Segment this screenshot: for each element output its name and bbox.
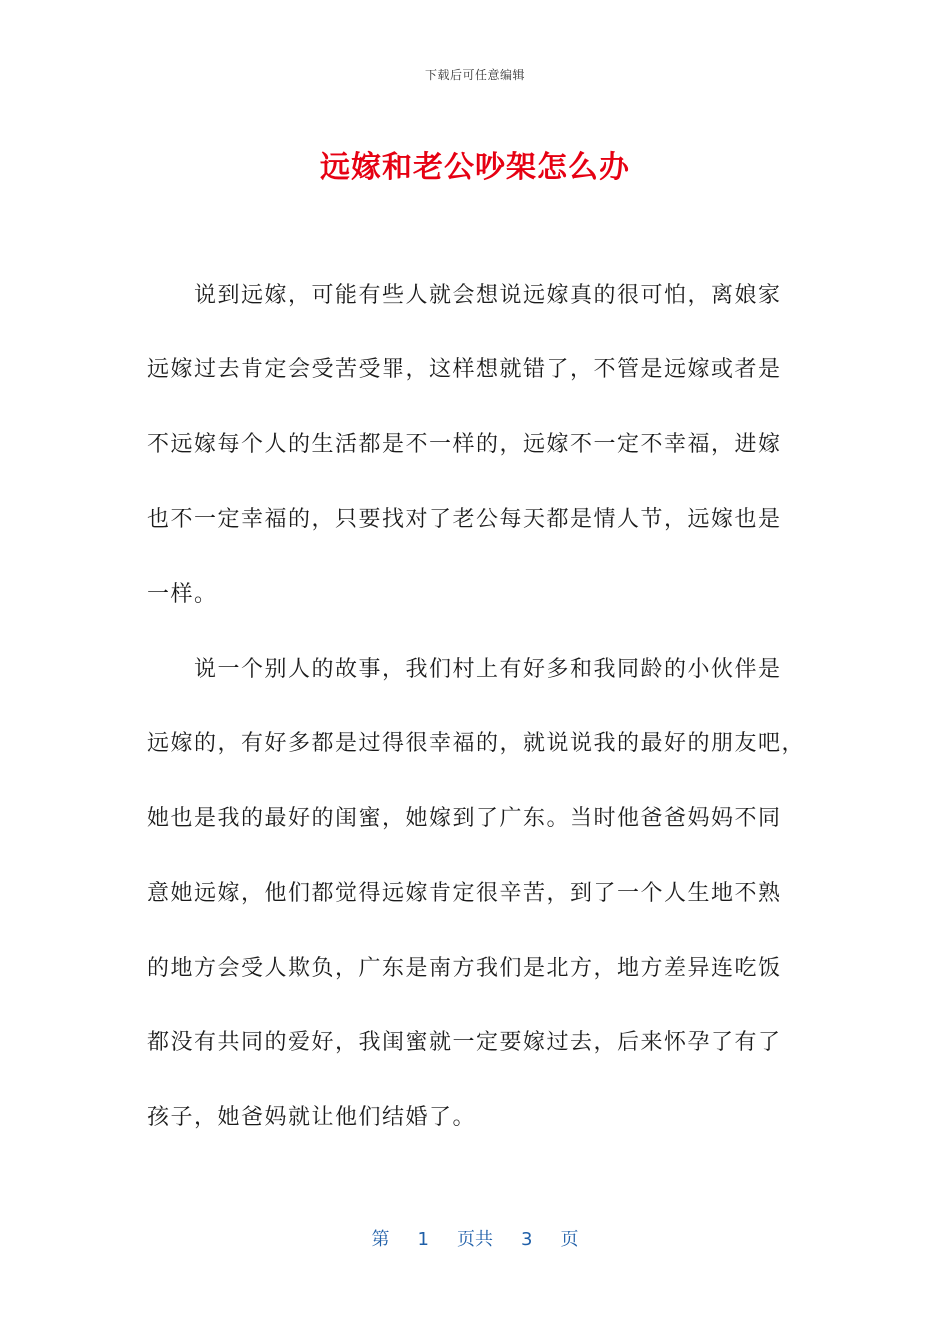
footer-total-pages: 3 [521,1229,533,1250]
paragraph-2-line-7: 孩子，她爸妈就让他们结婚了。 [147,1105,477,1130]
page-header-note: 下载后可任意编辑 [424,68,525,82]
page-number-footer [0,1225,950,1251]
paragraph-2-line-3: 她也是我的最好的闺蜜，她嫁到了广东。当时他爸爸妈妈不同 [147,806,782,831]
footer-middle: 页共 [457,1229,493,1250]
footer-prefix: 第 [371,1229,390,1250]
paragraph-1-line-3: 不远嫁每个人的生活都是不一样的，远嫁不一定不幸福，进嫁 [147,432,782,457]
paragraph-2-line-5: 的地方会受人欺负，广东是南方我们是北方，地方差异连吃饭 [147,956,782,981]
footer-suffix: 页 [560,1229,579,1250]
paragraph-2-line-2: 远嫁的，有好多都是过得很幸福的，就说说我的最好的朋友吧， [147,731,806,756]
paragraph-2-line-6: 都没有共同的爱好，我闺蜜就一定要嫁过去，后来怀孕了有了 [147,1030,782,1055]
document-title: 远嫁和老公吵架怎么办 [320,150,630,185]
paragraph-1-line-2: 远嫁过去肯定会受苦受罪，这样想就错了，不管是远嫁或者是 [147,357,782,382]
paragraph-1-line-1: 说到远嫁，可能有些人就会想说远嫁真的很可怕，离娘家 [194,283,782,308]
paragraph-2-line-1: 说一个别人的故事，我们村上有好多和我同龄的小伙伴是 [194,657,782,682]
paragraph-1-line-5: 一样。 [147,582,218,607]
footer-current-page: 1 [417,1229,429,1250]
paragraph-2-line-4: 意她远嫁，他们都觉得远嫁肯定很辛苦，到了一个人生地不熟 [147,881,782,906]
paragraph-1-line-4: 也不一定幸福的，只要找对了老公每天都是情人节，远嫁也是 [147,507,782,532]
